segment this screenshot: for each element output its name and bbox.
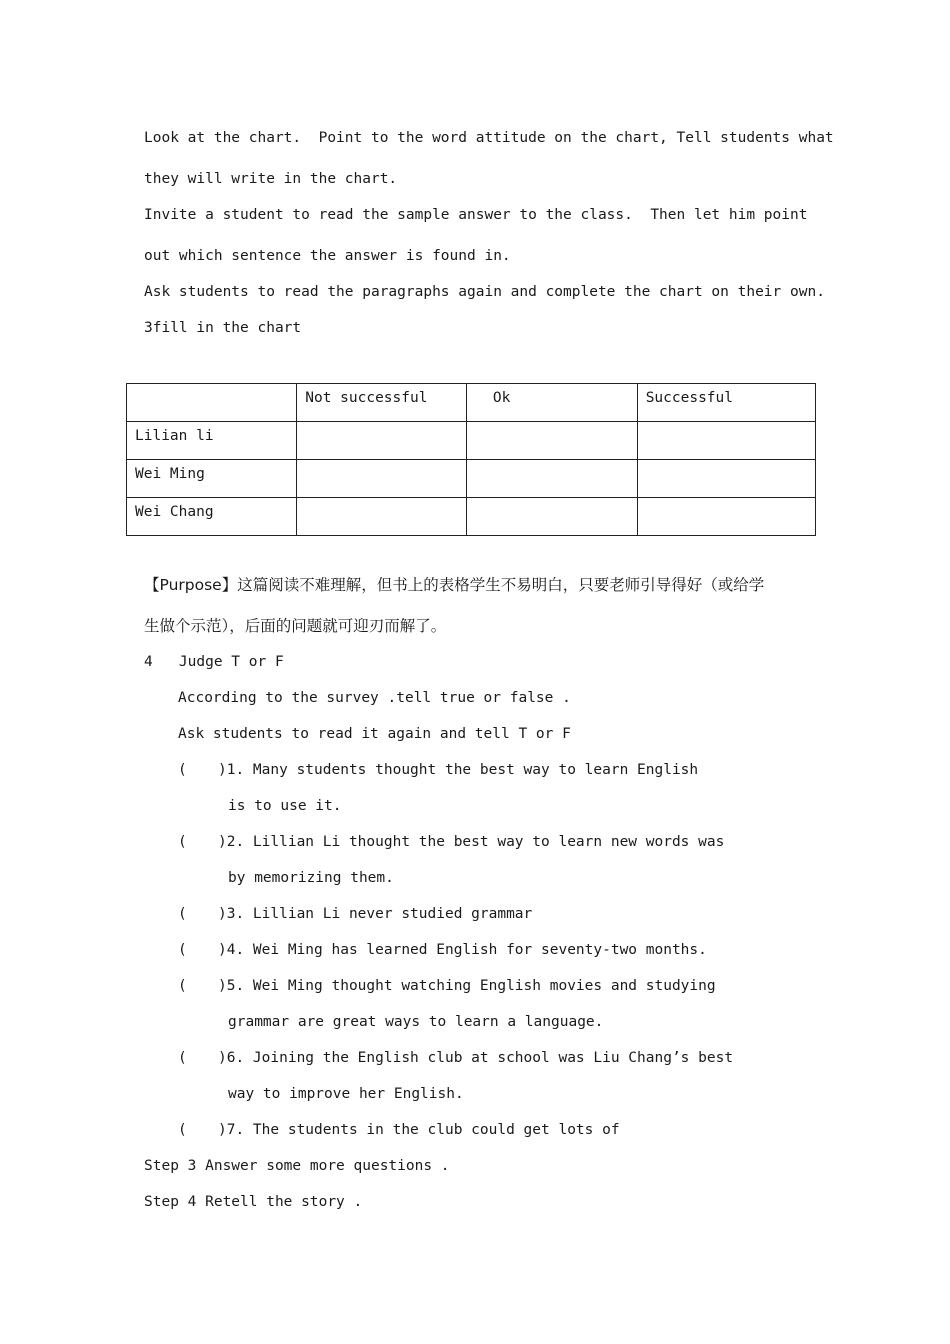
question-text: )5. Wei Ming thought watching English movies and studying (218, 978, 716, 994)
purpose-paragraph (144, 575, 764, 595)
chart-cell (297, 460, 467, 498)
purpose-label: 【Purpose】 (144, 576, 238, 594)
question-item (178, 760, 698, 780)
chart-header-cell: Successful (637, 384, 815, 422)
question-item (178, 904, 532, 924)
section-heading: 3fill in the chart (144, 320, 302, 336)
instruction-line: out which sentence the answer is found in. (144, 248, 511, 264)
question-continuation: grammar are great ways to learn a language. (228, 1014, 604, 1030)
instruction-line: Ask students to read the paragraphs again and complete the chart on their own. (144, 284, 825, 300)
chart-header-cell: Ok (467, 384, 637, 422)
chart-cell (637, 422, 815, 460)
instruction-line: they will write in the chart. (144, 171, 398, 187)
chart-row-label: Lilian li (127, 422, 297, 460)
chart-cell (297, 498, 467, 536)
chart-row (127, 460, 816, 498)
answer-blank[interactable]: ( (178, 762, 187, 778)
question-text: )2. Lillian Li thought the best way to learn new words was (218, 834, 725, 850)
purpose-text: 这篇阅读不难理解，但书上的表格学生不易明白，只要老师引导得好（或给学 (237, 576, 765, 594)
answer-blank[interactable]: ( (178, 906, 187, 922)
chart-row-label: Wei Chang (127, 498, 297, 536)
answer-blank[interactable]: ( (178, 1122, 187, 1138)
chart-cell (297, 422, 467, 460)
chart-row (127, 498, 816, 536)
answer-blank[interactable]: ( (178, 834, 187, 850)
question-continuation: by memorizing them. (228, 870, 394, 886)
question-item (178, 832, 724, 852)
chart-row-label: Wei Ming (127, 460, 297, 498)
question-text: )6. Joining the English club at school was Liu Chang’s best (218, 1050, 734, 1066)
chart-cell (467, 422, 637, 460)
question-item (178, 1120, 620, 1140)
question-continuation: is to use it. (228, 798, 342, 814)
question-text: )3. Lillian Li never studied grammar (218, 906, 533, 922)
instruction-line: Invite a student to read the sample answer to the class. Then let him point (144, 207, 808, 223)
answer-blank[interactable]: ( (178, 978, 187, 994)
purpose-text: 生做个示范），后面的问题就可迎刃而解了。 (144, 617, 447, 635)
question-text: )4. Wei Ming has learned English for seventy-two months. (218, 942, 707, 958)
chart-cell (637, 460, 815, 498)
chart-header-cell: Not successful (297, 384, 467, 422)
attitude-chart (126, 383, 816, 536)
answer-blank[interactable]: ( (178, 942, 187, 958)
section-intro: According to the survey .tell true or false . (178, 690, 571, 706)
question-item (178, 940, 707, 960)
step-line: Step 4 Retell the story . (144, 1194, 363, 1210)
instruction-line: Look at the chart. Point to the word attitude on the chart, Tell students what (144, 130, 834, 146)
step-line: Step 3 Answer some more questions . (144, 1158, 450, 1174)
chart-cell (467, 460, 637, 498)
chart-cell (467, 498, 637, 536)
section-intro: Ask students to read it again and tell T or F (178, 726, 571, 742)
question-item (178, 976, 716, 996)
chart-header-row (127, 384, 816, 422)
section-heading: 4 Judge T or F (144, 654, 284, 670)
answer-blank[interactable]: ( (178, 1050, 187, 1066)
chart-header-cell (127, 384, 297, 422)
chart-cell (637, 498, 815, 536)
chart-row (127, 422, 816, 460)
question-item (178, 1048, 733, 1068)
question-continuation: way to improve her English. (228, 1086, 464, 1102)
question-text: )7. The students in the club could get lots of (218, 1122, 620, 1138)
question-text: )1. Many students thought the best way to learn English (218, 762, 699, 778)
